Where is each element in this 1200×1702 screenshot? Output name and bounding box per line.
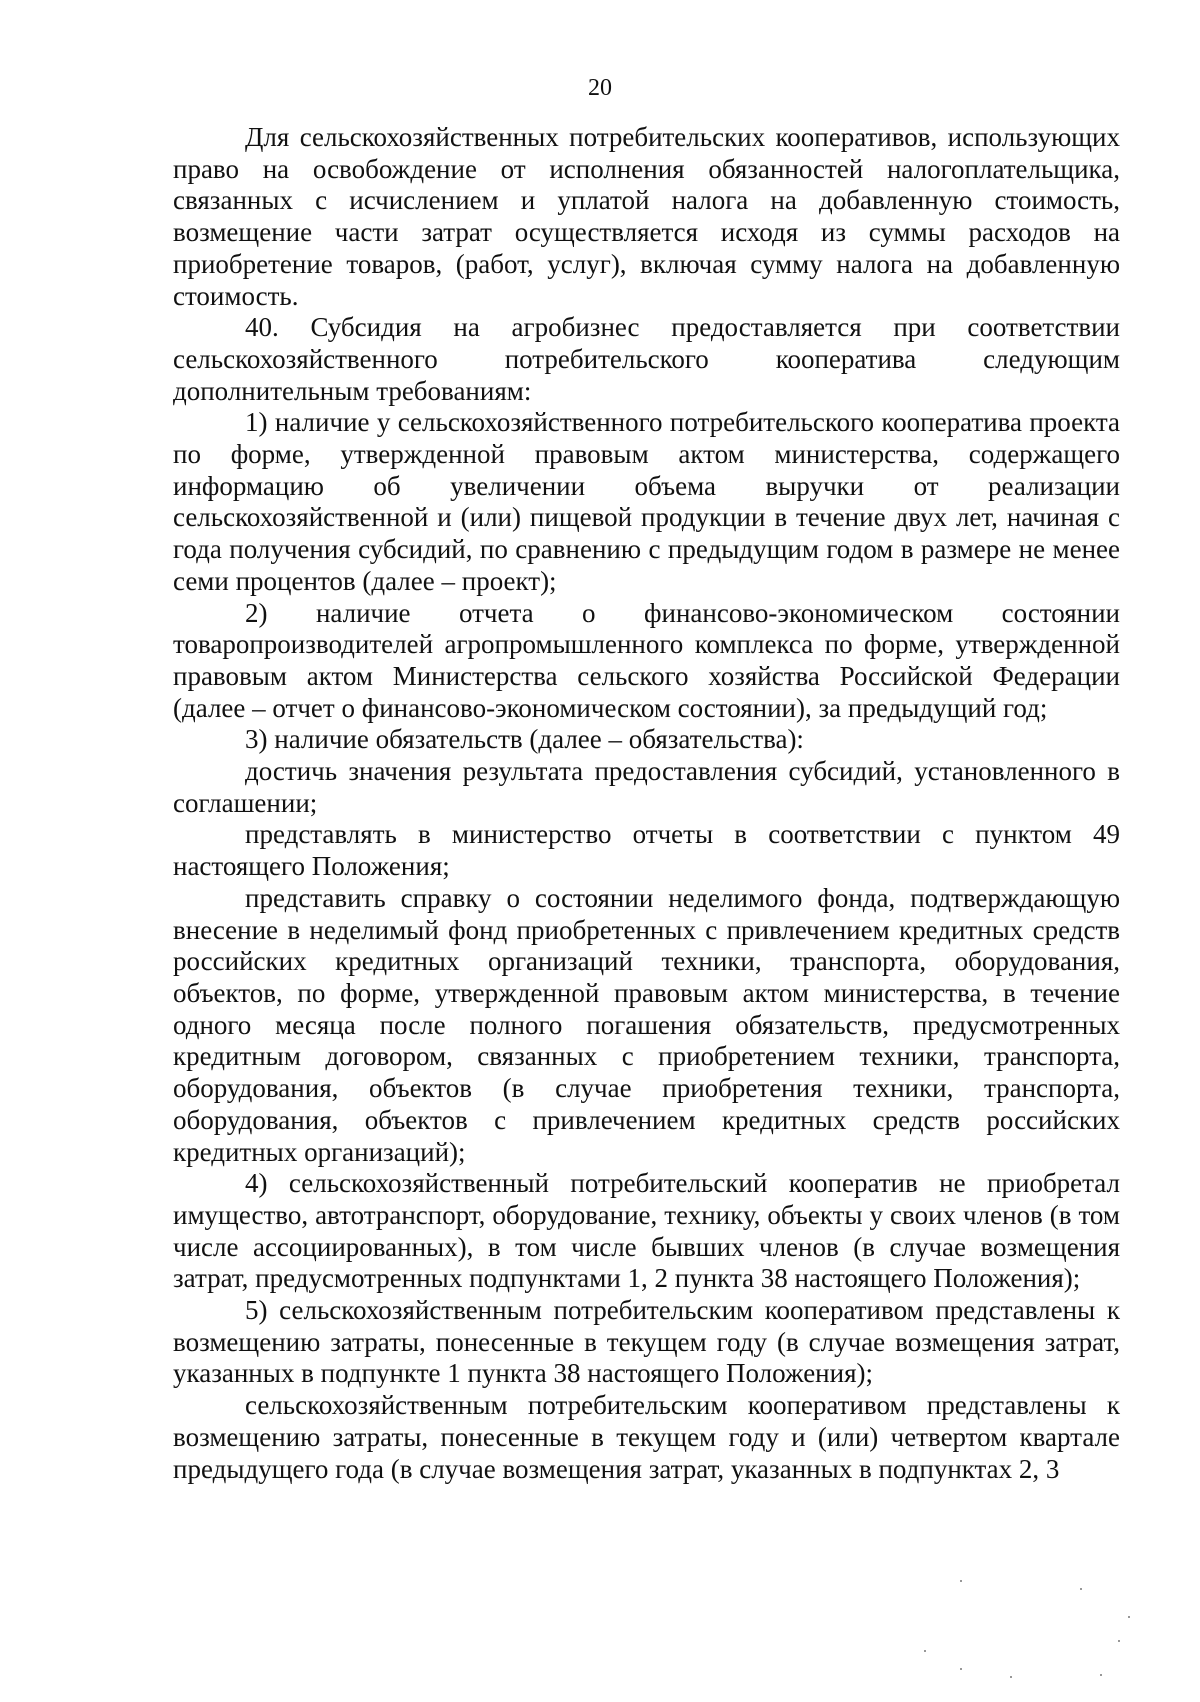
paragraph-item-3-obligations: 3) наличие обязательств (далее – обязательства): bbox=[245, 724, 804, 755]
paragraph-item-1-project: 1) наличие у сельскохозяйственного потребительского кооператива проекта по форме, утвержденной правовым актом министерства, содержащего информацию об увеличении объема выручки от реализации сельскохозяйственной и (или) пищевой продукции в течение двух лет, начиная с года получения субсидий, по сравнению с предыдущим годом в размере не менее семи процентов (далее – проект); bbox=[173, 407, 1120, 596]
paragraph-item-5-current-year-costs: 5) сельскохозяйственным потребительским кооперативом представлены к возмещению затраты, понесенные в текущем году (в случае возмещения затрат, указанных в подпункте 1 пункта 38 настоящего Положения); bbox=[173, 1295, 1120, 1389]
page-number: 20 bbox=[588, 75, 612, 101]
scan-speck bbox=[924, 1650, 926, 1652]
paragraph-clause-40: 40. Субсидия на агробизнес предоставляется при соответствии сельскохозяйственного потребительского кооператива следующим дополнительным требованиям: bbox=[173, 312, 1120, 406]
scan-speck bbox=[1128, 1616, 1130, 1618]
scan-speck bbox=[1118, 1640, 1120, 1642]
scan-speck bbox=[1010, 1676, 1012, 1678]
paragraph-prior-quarter-costs: сельскохозяйственным потребительским кооперативом представлены к возмещению затраты, понесенные в текущем году и (или) четвертом квартале предыдущего года (в случае возмещения затрат, указанных в подпунктах 2, 3 bbox=[173, 1390, 1120, 1484]
scan-speck bbox=[960, 1668, 962, 1670]
paragraph-vat-exempt-cooperatives: Для сельскохозяйственных потребительских кооперативов, использующих право на освобождение от исполнения обязанностей налогоплательщика, связанных с исчислением и уплатой налога на добавленную стоимость, возмещение части затрат осуществляется исходя из суммы расходов на приобретение товаров, (работ, услуг), включая сумму налога на добавленную стоимость. bbox=[173, 122, 1120, 311]
paragraph-obligation-result: достичь значения результата предоставления субсидий, установленного в соглашении; bbox=[173, 756, 1120, 818]
paragraph-obligation-indivisible-fund: представить справку о состоянии неделимого фонда, подтверждающую внесение в неделимый фонд приобретенных с привлечением кредитных средств российских кредитных организаций техники, транспорта, оборудования, объектов, по форме, утвержденной правовым актом министерства, в течение одного месяца после полного погашения обязательств, предусмотренных кредитным договором, связанных с приобретением техники, транспорта, оборудования, объектов (в случае приобретения техники, транспорта, оборудования, объектов с привлечением кредитных средств российских кредитных организаций); bbox=[173, 882, 1120, 1167]
scan-speck bbox=[1080, 1588, 1082, 1590]
paragraph-item-2-financial-report: 2) наличие отчета о финансово-экономическом состоянии товаропроизводителей агропромышленного комплекса по форме, утвержденной правовым актом Министерства сельского хозяйства Российской Федерации (далее – отчет о финансово-экономическом состоянии), за предыдущий год; bbox=[173, 597, 1120, 723]
scan-speck bbox=[960, 1580, 962, 1582]
scan-speck bbox=[1100, 1674, 1102, 1676]
paragraph-obligation-reports: представлять в министерство отчеты в соответствии с пунктом 49 настоящего Положения; bbox=[173, 819, 1120, 882]
document-body bbox=[173, 122, 1120, 1485]
paragraph-item-4-no-purchase-from-members: 4) сельскохозяйственный потребительский кооператив не приобретал имущество, автотранспорт, оборудование, технику, объекты у своих членов (в том числе ассоциированных), в том числе бывших членов (в случае возмещения затрат, предусмотренных подпунктами 1, 2 пункта 38 настоящего Положения); bbox=[173, 1168, 1120, 1294]
